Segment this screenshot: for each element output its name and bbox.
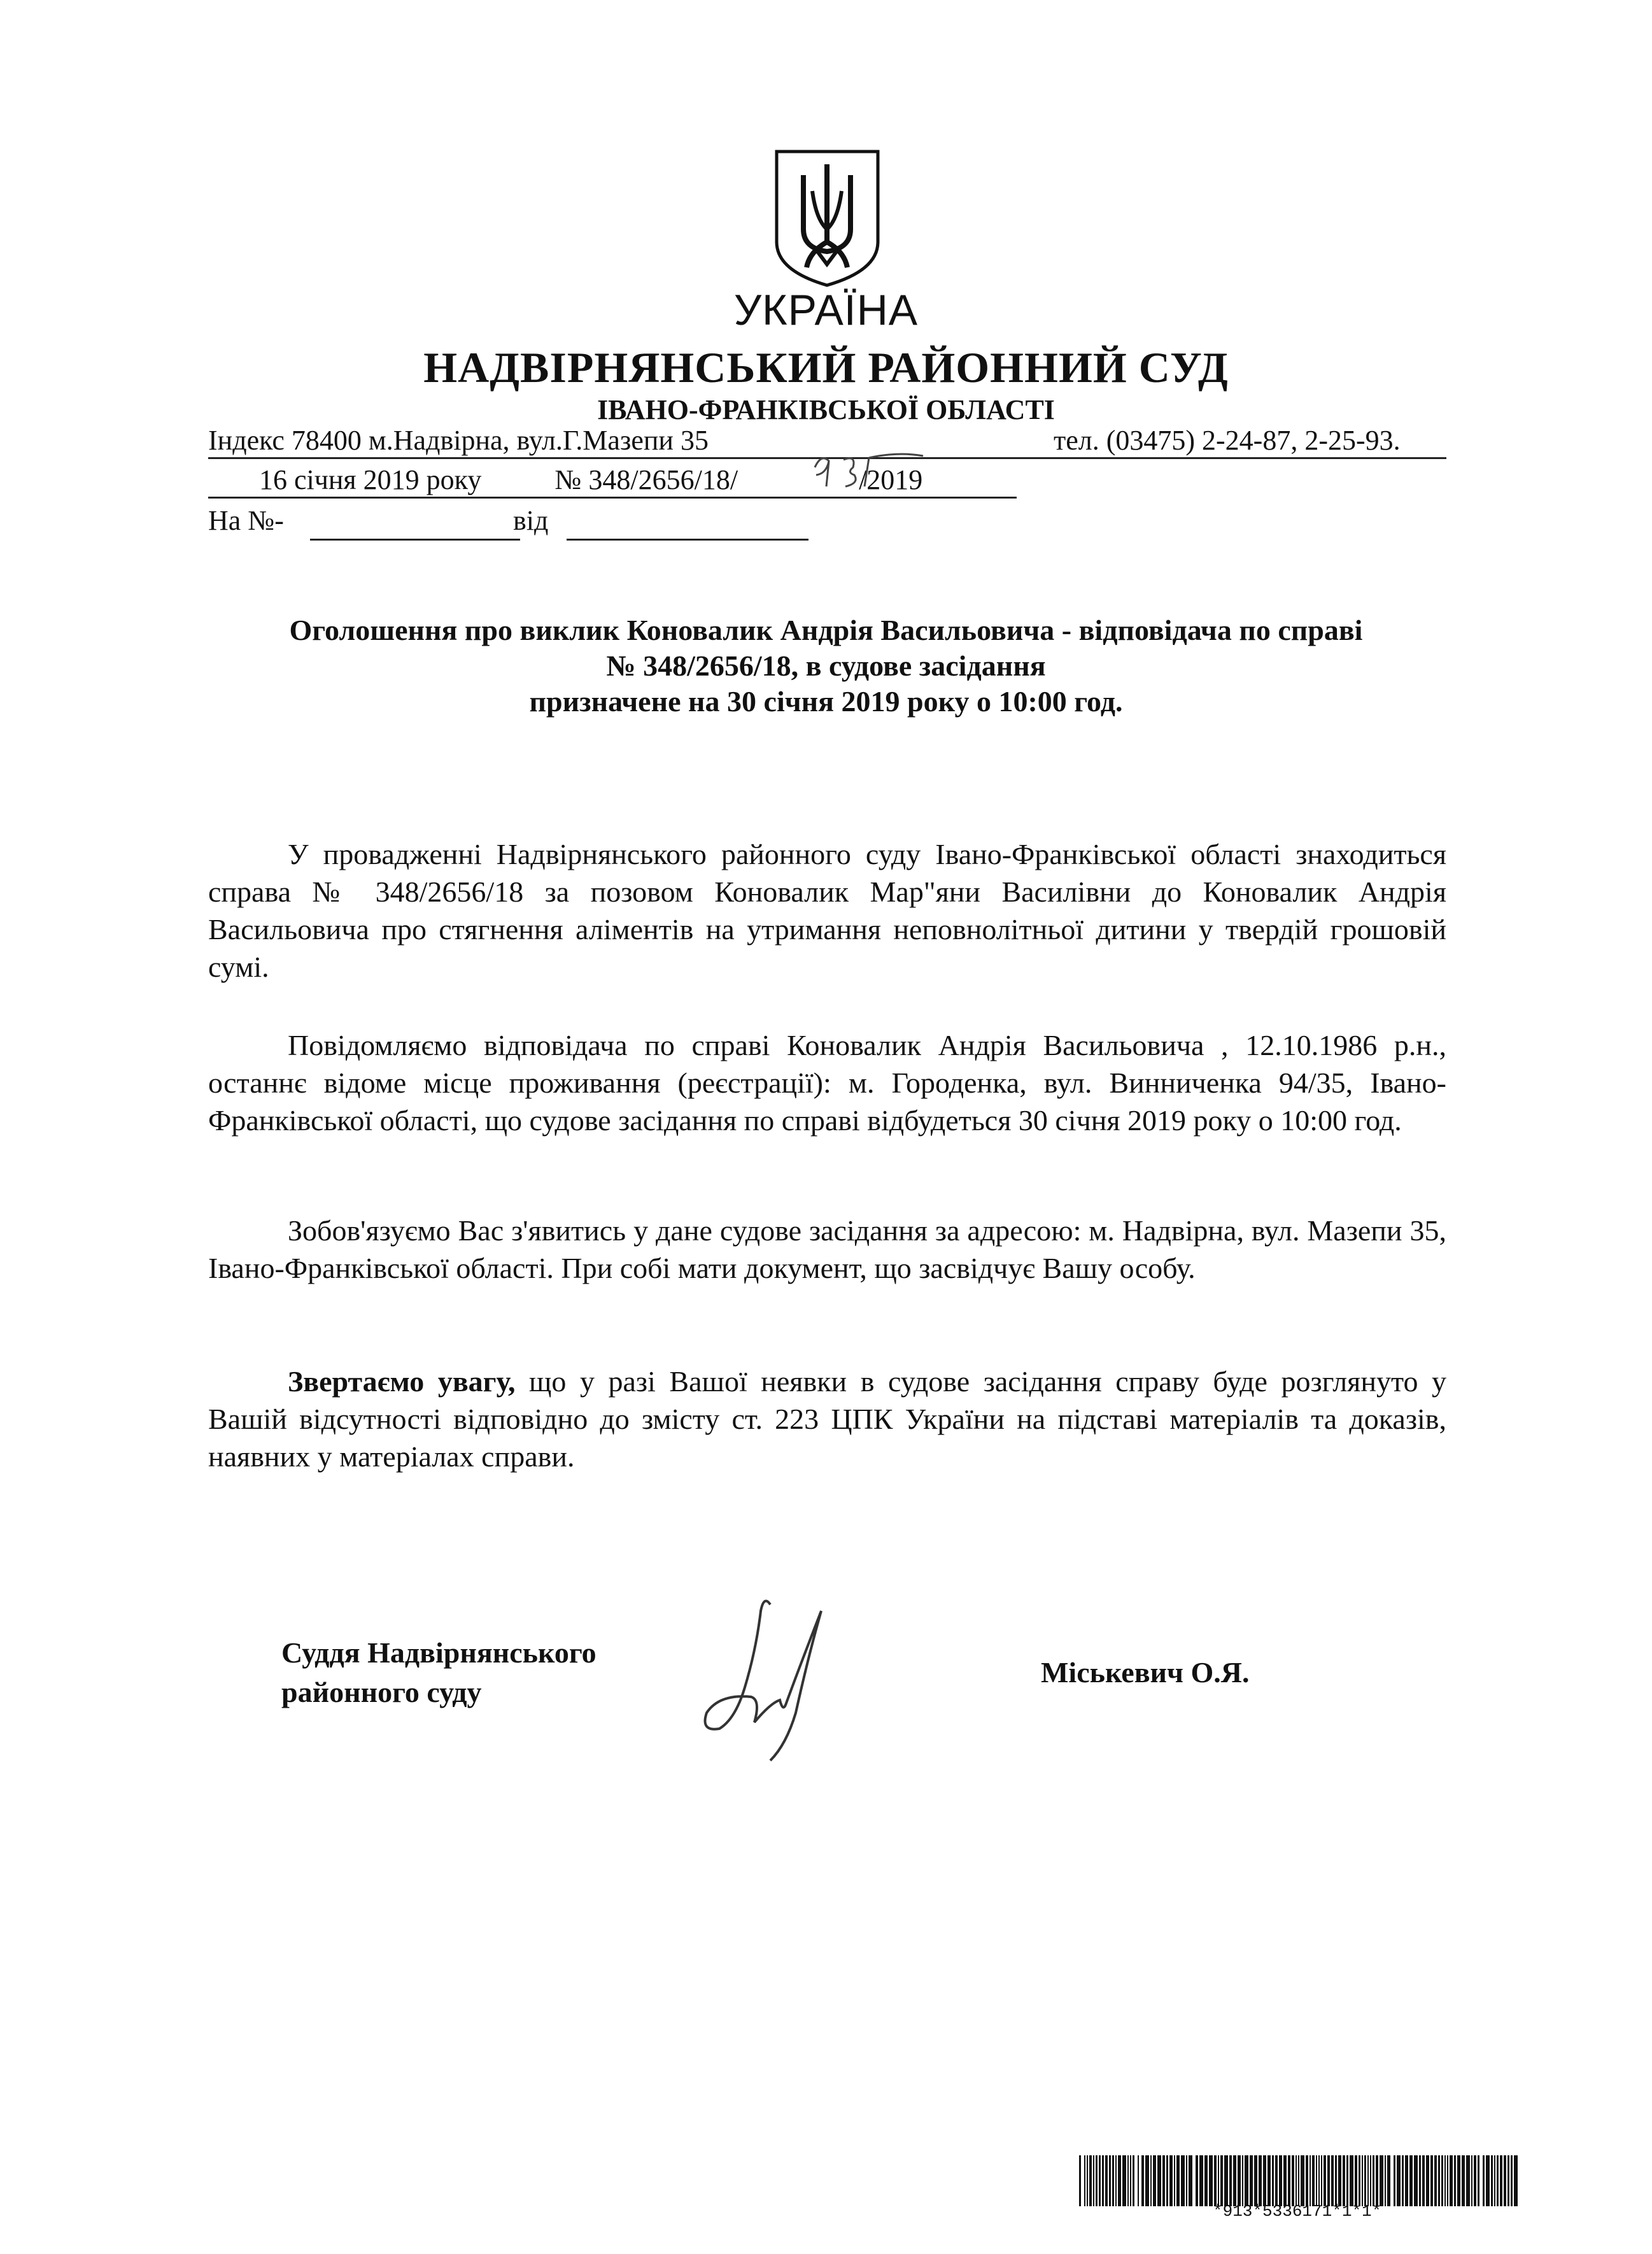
date-underline bbox=[208, 497, 1017, 499]
signer-name: Міськевич О.Я. bbox=[1041, 1656, 1250, 1689]
handwritten-signature bbox=[675, 1592, 840, 1764]
country-name: УКРАЇНА bbox=[733, 286, 919, 334]
body-paragraph: Звертаємо увагу, що у разі Вашої неявки в судове засідання справу буде розглянуто у Вашій відсутності відповідно до змісту ст. 223 ЦПК України на підставі матеріалів та доказів, наявних у матеріалах справи. bbox=[208, 1365, 1446, 1473]
letter-date: 16 січня 2019 року bbox=[259, 464, 482, 495]
handwritten-registration-number bbox=[808, 448, 929, 493]
reference-line bbox=[208, 504, 548, 537]
court-address: Індекс 78400 м.Надвірна, вул.Г.Мазепи 35 bbox=[208, 425, 709, 456]
coat-of-arms-icon bbox=[772, 146, 883, 290]
body-paragraph: Повідомляємо відповідача по справі Коновалик Андрія Васильовича , 12.10.1986 р.н., останнє відоме місце проживання (реєстрації): м. Городенка, вул. Винниченка 94/35, Івано-Франківської області, що судове засідання по справі відбудеться 30 січня 2019 року о 10:00 год. bbox=[208, 1029, 1446, 1137]
reference-date-blank bbox=[567, 539, 808, 541]
signer-title: Суддя Надвірнянського районного суду bbox=[281, 1636, 597, 1708]
court-name: НАДВІРНЯНСЬКИЙ РАЙОННИЙ СУД bbox=[423, 343, 1229, 392]
barcode bbox=[1079, 2155, 1518, 2206]
body-paragraph: У провадженні Надвірнянського районного суду Івано-Франківської області знаходиться справа № 348/2656/18 за позовом Коновалик Мар"яни Василівни до Коновалик Андрія Васильовича про стягнення аліментів на утримання неповнолітньої дитини у твердій грошовій сумі. bbox=[208, 838, 1446, 983]
attention-label: Звертаємо увагу, bbox=[288, 1365, 516, 1398]
court-phone: тел. (03475) 2-24-87, 2-25-93. bbox=[1054, 425, 1401, 456]
notice-heading-line: № 348/2656/18, в судове засідання bbox=[606, 649, 1046, 682]
letter-number-prefix: № 348/2656/18/ bbox=[554, 464, 738, 495]
notice-heading bbox=[0, 613, 1652, 719]
letter-number-suffix: /2019 bbox=[859, 464, 923, 495]
barcode-text: *913*5336171*1*1* bbox=[1213, 2202, 1382, 2221]
reference-label: На №- bbox=[208, 505, 284, 536]
notice-heading-line: Оголошення про виклик Коновалик Андрія Васильовича - відповідача по справі bbox=[289, 614, 1363, 646]
reference-from: від bbox=[512, 505, 549, 536]
reference-number-blank bbox=[310, 539, 520, 541]
body-paragraph: Зобов'язуємо Вас з'явитись у дане судове засідання за адресою: м. Надвірна, вул. Мазепи 35, Івано-Франківської області. При собі мати документ, що засвідчує Вашу особу. bbox=[208, 1214, 1446, 1284]
notice-heading-line: призначене на 30 січня 2019 року о 10:00 год. bbox=[529, 685, 1123, 718]
court-region: ІВАНО-ФРАНКІВСЬКОЇ ОБЛАСТІ bbox=[597, 394, 1055, 425]
